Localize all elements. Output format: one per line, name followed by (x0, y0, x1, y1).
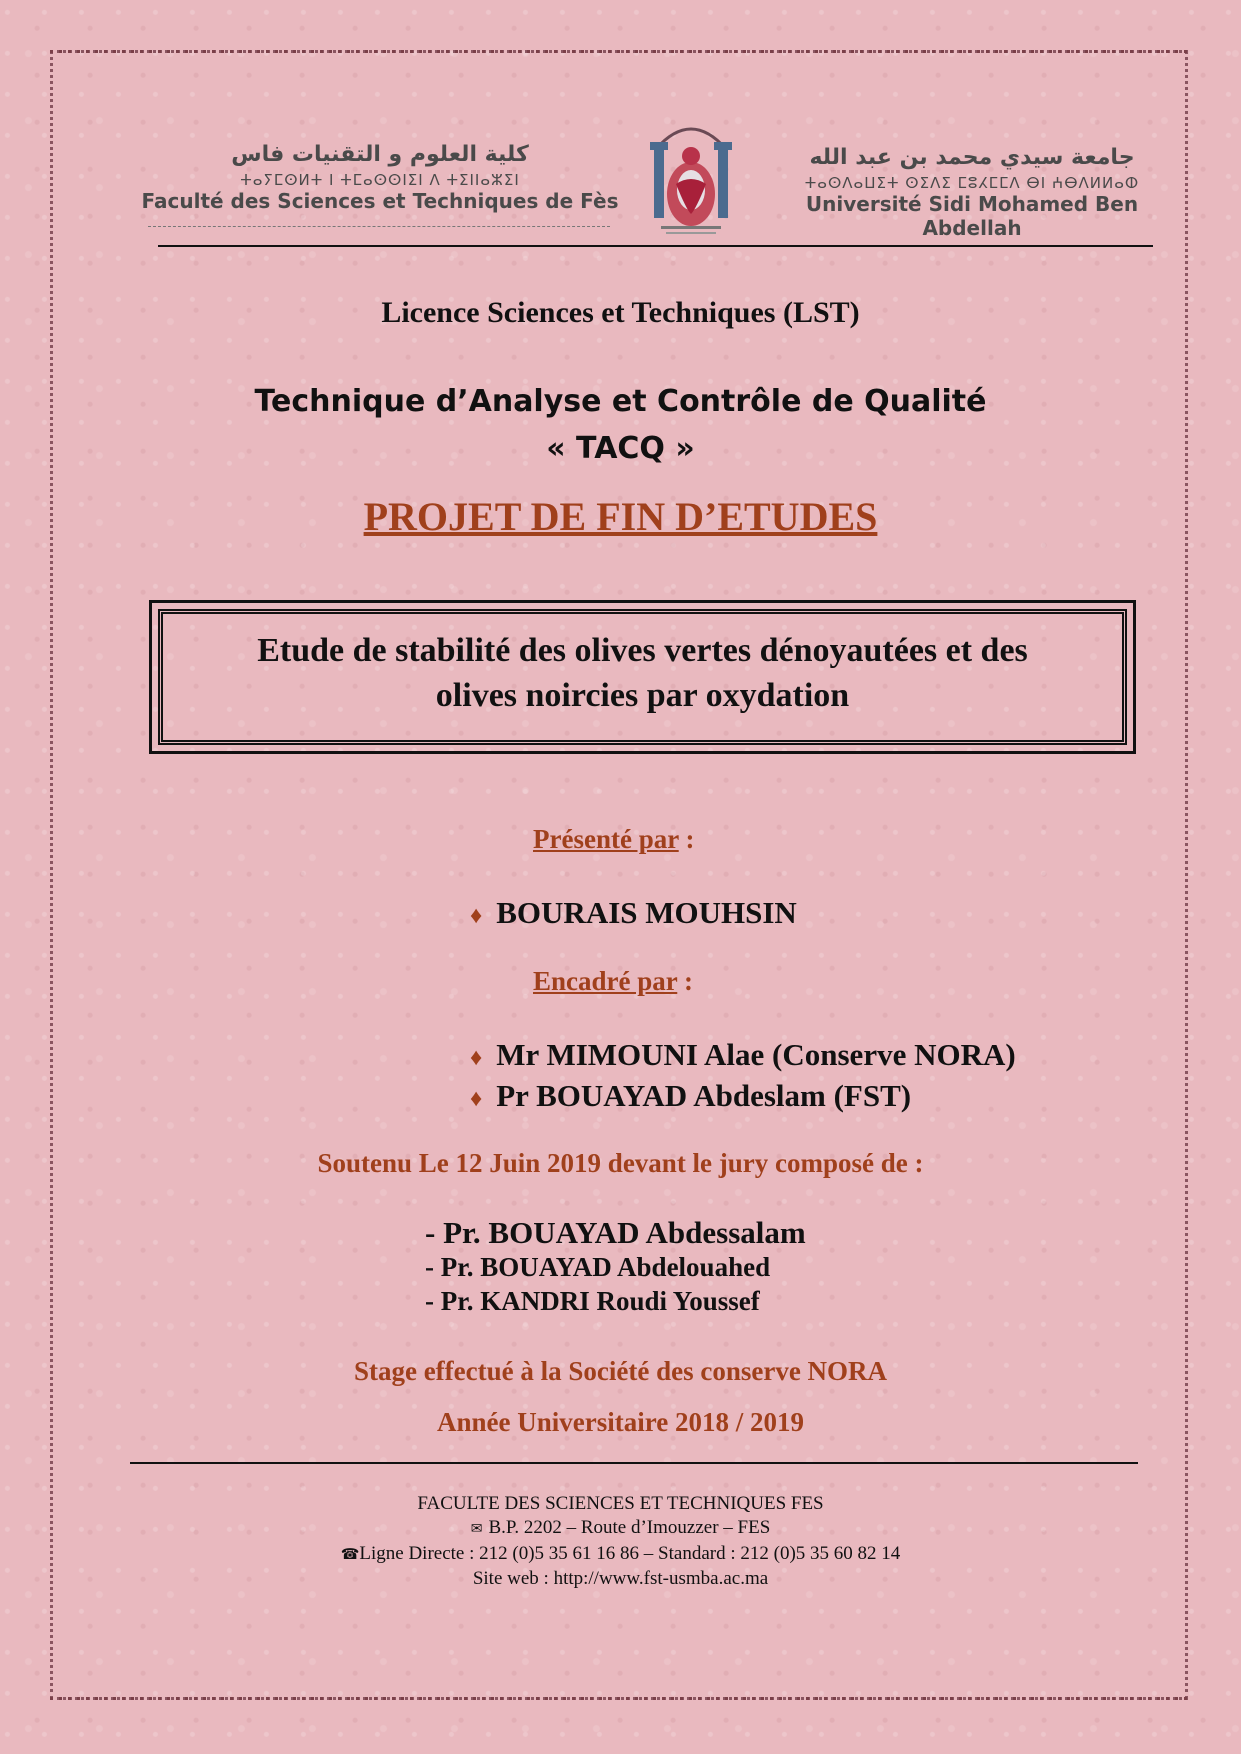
supervisor-name: Mr MIMOUNI Alae (Conserve NORA) (496, 1037, 1016, 1072)
presented-by-text: Présenté par (533, 824, 679, 854)
supervised-by-colon: : (677, 966, 694, 996)
university-header (772, 145, 1172, 240)
footer-address-row (0, 1516, 1241, 1542)
jury-member: - Pr. BOUAYAD Abdelouahed (425, 1252, 771, 1282)
program-title: Licence Sciences et Techniques (LST) (381, 296, 860, 329)
university-name-tifinagh: ⵜⴰⵙⴷⴰⵡⵉⵜ ⵙⵉⴷⵉ ⵎⵓⵃⵎⵎⴷ ⴱⵏ ⵄⴱⴷⵍⵍⴰⵀ (804, 174, 1140, 192)
footer-address: B.P. 2202 – Route d’Imouzzer – FES (488, 1517, 771, 1538)
supervised-by-label (533, 966, 693, 997)
university-name-french: Université Sidi Mohamed Ben Abdellah (805, 192, 1139, 240)
pfe-heading: PROJET DE FIN D’ETUDES (363, 494, 878, 539)
specialty-line-2: « TACQ » (546, 431, 695, 466)
jury-list (425, 1216, 806, 1318)
academic-year: Année Universitaire 2018 / 2019 (437, 1407, 804, 1437)
phone-icon: ☎ (340, 1547, 360, 1563)
jury-member: - Pr. KANDRI Roudi Youssef (425, 1286, 760, 1316)
footer-divider (130, 1462, 1138, 1464)
specialty-line-1: Technique d’Analyse et Contrôle de Qualité (254, 384, 987, 419)
mail-icon: ✉ (470, 1522, 483, 1537)
faculty-underline (148, 226, 610, 229)
footer-website[interactable]: Site web : http://www.fst-usmba.ac.ma (472, 1568, 769, 1589)
jury-member: - Pr. BOUAYAD Abdessalam (425, 1215, 806, 1250)
header-divider (158, 245, 1153, 247)
faculty-name-french: Faculté des Sciences et Techniques de Fès (141, 189, 619, 213)
thesis-title-line-2: olives noircies par oxydation (435, 677, 850, 714)
footer-contact (0, 1492, 1241, 1591)
footer-phone: Ligne Directe : 212 (0)5 35 61 16 86 – Standard : 212 (0)5 35 60 82 14 (359, 1543, 901, 1564)
specialty-title (0, 378, 1241, 472)
student-item (470, 895, 797, 931)
supervised-by-text: Encadré par (533, 966, 678, 996)
footer-institution: FACULTE DES SCIENCES ET TECHNIQUES FES (417, 1493, 824, 1514)
faculty-name-arabic: كلية العلوم و التقنيات فاس (231, 142, 529, 167)
defense-statement: Soutenu Le 12 Juin 2019 devant le jury composé de : (317, 1148, 924, 1178)
thesis-title (149, 628, 1136, 718)
internship-statement: Stage effectué à la Société des conserve NORA (353, 1356, 888, 1386)
thesis-title-line-1: Etude de stabilité des olives vertes dénoyautées et des (257, 632, 1028, 669)
supervisor-item (470, 1037, 1016, 1073)
diamond-bullet-icon: ♦ (470, 903, 483, 929)
diamond-bullet-icon: ♦ (470, 1045, 483, 1071)
presented-by-colon: : (678, 824, 695, 854)
faculty-header (140, 142, 620, 213)
university-name-arabic: جامعة سيدي محمد بن عبد الله (809, 145, 1135, 170)
student-name: BOURAIS MOUHSIN (496, 895, 797, 930)
supervisor-name: Pr BOUAYAD Abdeslam (FST) (496, 1078, 912, 1113)
footer-phone-row (0, 1542, 1241, 1567)
presented-by-label (533, 824, 694, 855)
faculty-name-tifinagh: ⵜⴰⵢⵎⵙⵍⵜ ⵏ ⵜⵎⴰⵙⵙⵏⵉⵏ ⴷ ⵜⵉⵏⵏⴰⵣⵉⵏ (240, 171, 520, 189)
diamond-bullet-icon: ♦ (470, 1086, 483, 1112)
supervisor-item (470, 1078, 911, 1114)
university-emblem-icon (646, 104, 736, 240)
